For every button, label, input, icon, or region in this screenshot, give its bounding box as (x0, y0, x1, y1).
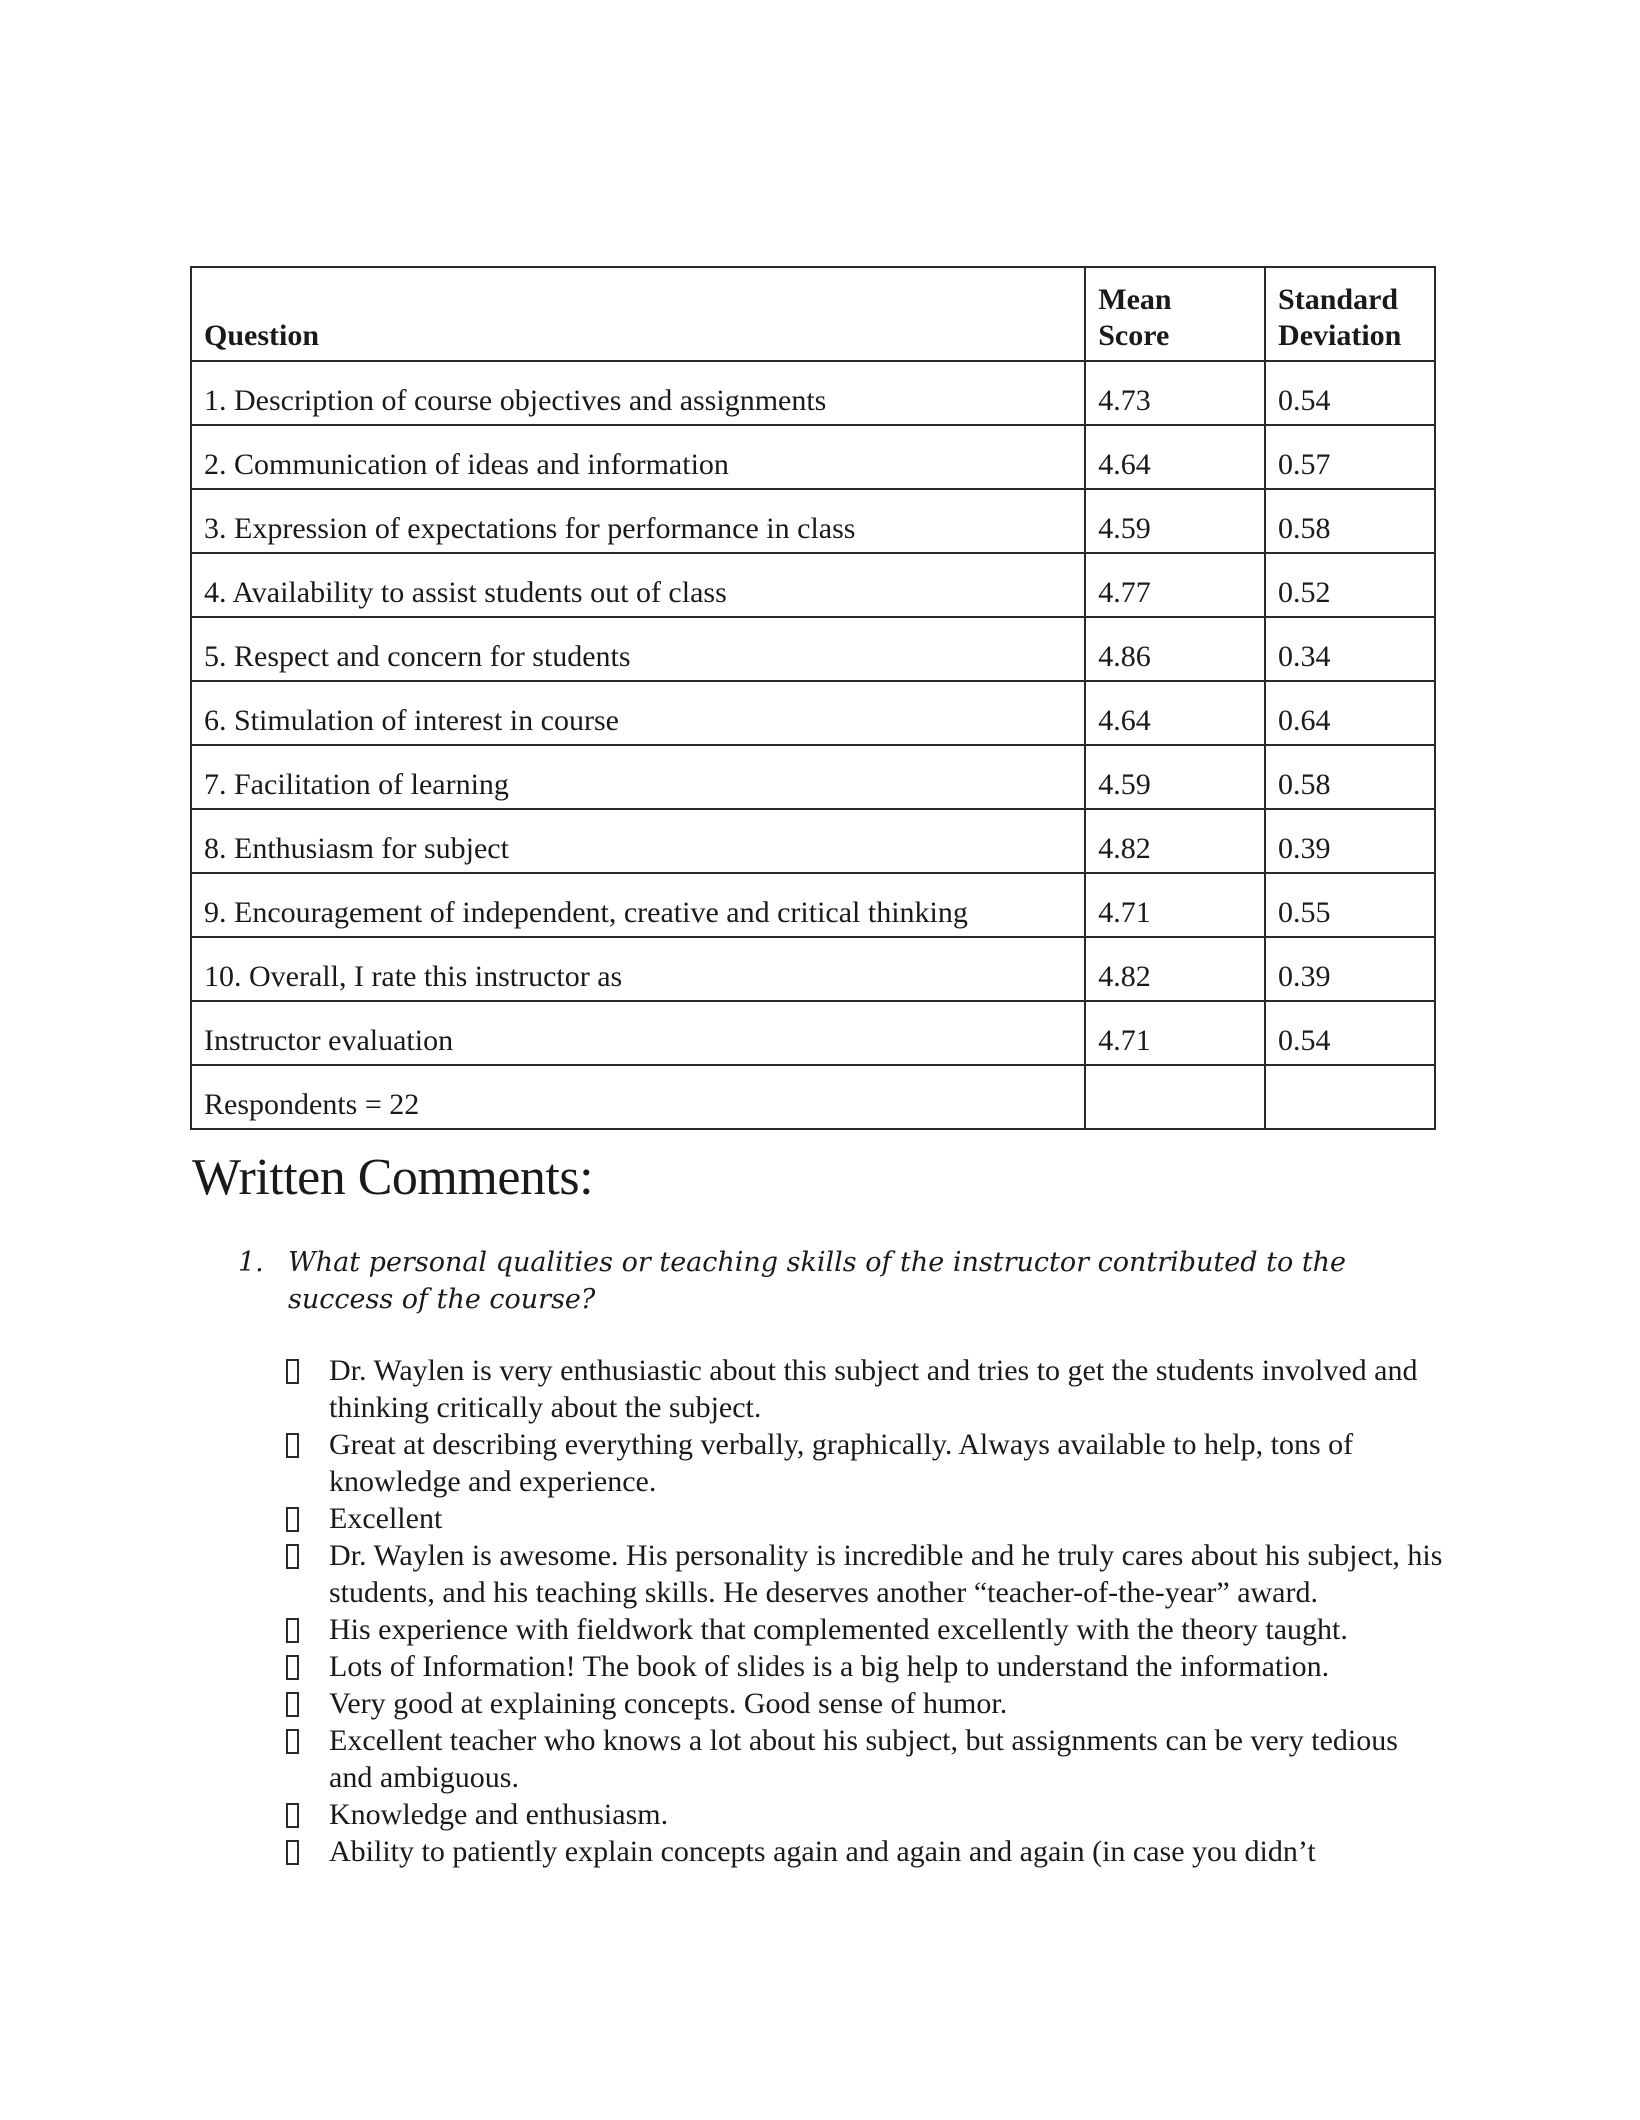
header-mean-score (1085, 267, 1265, 361)
answer-text: Knowledge and enthusiasm. (329, 1798, 669, 1831)
summary-mean-score: 4.71 (1085, 1001, 1265, 1065)
table-row (191, 617, 1435, 681)
mean-score-cell: 4.71 (1085, 873, 1265, 937)
box-bullet-icon (286, 1433, 299, 1458)
answer-text: Very good at explaining concepts. Good sense of humor. (329, 1687, 1008, 1720)
list-item (286, 1833, 1446, 1870)
box-bullet-icon (286, 1692, 299, 1717)
list-item (286, 1611, 1446, 1648)
comment-question (238, 1244, 1418, 1318)
box-bullet-icon (286, 1544, 299, 1569)
box-bullet-icon (286, 1618, 299, 1643)
table-row (191, 873, 1435, 937)
answer-text: Great at describing everything verbally, graphically. Always available to help, tons of knowledge and experience. (329, 1428, 1354, 1498)
header-mean-score-label: Mean Score (1098, 283, 1172, 352)
list-item (286, 1722, 1446, 1796)
question-cell: 3. Expression of expectations for performance in class (191, 489, 1085, 553)
question-cell: 5. Respect and concern for students (191, 617, 1085, 681)
mean-score-cell: 4.73 (1085, 361, 1265, 425)
mean-score-cell: 4.86 (1085, 617, 1265, 681)
summary-row (191, 1001, 1435, 1065)
question-cell: 8. Enthusiasm for subject (191, 809, 1085, 873)
mean-score-cell: 4.64 (1085, 425, 1265, 489)
answer-text: Lots of Information! The book of slides is a big help to understand the information. (329, 1650, 1330, 1683)
question-cell: 1. Description of course objectives and assignments (191, 361, 1085, 425)
standard-deviation-cell: 0.58 (1265, 745, 1435, 809)
box-bullet-icon (286, 1507, 299, 1532)
header-standard-deviation-label: Standard Deviation (1278, 283, 1402, 352)
question-cell: 9. Encouragement of independent, creative and critical thinking (191, 873, 1085, 937)
answers-list (286, 1352, 1446, 1870)
question-cell: 10. Overall, I rate this instructor as (191, 937, 1085, 1001)
standard-deviation-cell: 0.55 (1265, 873, 1435, 937)
mean-score-cell: 4.64 (1085, 681, 1265, 745)
table-row (191, 553, 1435, 617)
table-row (191, 745, 1435, 809)
list-item (286, 1500, 1446, 1537)
table-header-row (191, 267, 1435, 361)
box-bullet-icon (286, 1359, 299, 1384)
answer-text: Excellent (329, 1502, 443, 1535)
question-cell: 2. Communication of ideas and information (191, 425, 1085, 489)
list-item (286, 1796, 1446, 1833)
list-item (286, 1648, 1446, 1685)
standard-deviation-cell: 0.64 (1265, 681, 1435, 745)
empty-cell (1085, 1065, 1265, 1129)
question-cell: 6. Stimulation of interest in course (191, 681, 1085, 745)
mean-score-cell: 4.82 (1085, 937, 1265, 1001)
mean-score-cell: 4.59 (1085, 489, 1265, 553)
question-cell: 7. Facilitation of learning (191, 745, 1085, 809)
box-bullet-icon (286, 1803, 299, 1828)
standard-deviation-cell: 0.54 (1265, 361, 1435, 425)
standard-deviation-cell: 0.39 (1265, 809, 1435, 873)
table-row (191, 937, 1435, 1001)
standard-deviation-cell: 0.52 (1265, 553, 1435, 617)
standard-deviation-cell: 0.34 (1265, 617, 1435, 681)
standard-deviation-cell: 0.57 (1265, 425, 1435, 489)
table-row (191, 489, 1435, 553)
respondents-row (191, 1065, 1435, 1129)
standard-deviation-cell: 0.58 (1265, 489, 1435, 553)
answer-text: Excellent teacher who knows a lot about his subject, but assignments can be very tedious and ambiguous. (329, 1724, 1398, 1794)
table-body (191, 361, 1435, 1129)
table-row (191, 425, 1435, 489)
empty-cell (1265, 1065, 1435, 1129)
question-text: What personal qualities or teaching skills of the instructor contributed to the success of the course? (288, 1247, 1347, 1315)
standard-deviation-cell: 0.39 (1265, 937, 1435, 1001)
list-item (286, 1426, 1446, 1500)
table-row (191, 809, 1435, 873)
header-question: Question (191, 267, 1085, 361)
table-row (191, 681, 1435, 745)
box-bullet-icon (286, 1729, 299, 1754)
respondents-count: Respondents = 22 (191, 1065, 1085, 1129)
summary-label: Instructor evaluation (191, 1001, 1085, 1065)
mean-score-cell: 4.59 (1085, 745, 1265, 809)
summary-standard-deviation: 0.54 (1265, 1001, 1435, 1065)
answer-text: Dr. Waylen is awesome. His personality is incredible and he truly cares about his subject, his students, and his teaching skills. He deserves another “teacher-of-the-year” award. (329, 1539, 1443, 1609)
mean-score-cell: 4.77 (1085, 553, 1265, 617)
answer-text: His experience with fieldwork that complemented excellently with the theory taught. (329, 1613, 1348, 1646)
question-number: 1. (238, 1247, 264, 1278)
list-item (286, 1537, 1446, 1611)
evaluation-table (190, 266, 1436, 1130)
answer-text: Ability to patiently explain concepts again and again and again (in case you didn’t (329, 1835, 1316, 1868)
header-standard-deviation (1265, 267, 1435, 361)
list-item (286, 1352, 1446, 1426)
box-bullet-icon (286, 1840, 299, 1865)
written-comments-title: Written Comments: (192, 1149, 594, 1206)
list-item (286, 1685, 1446, 1722)
table-row (191, 361, 1435, 425)
answer-text: Dr. Waylen is very enthusiastic about this subject and tries to get the students involved and thinking critically about the subject. (329, 1354, 1418, 1424)
box-bullet-icon (286, 1655, 299, 1680)
mean-score-cell: 4.82 (1085, 809, 1265, 873)
question-cell: 4. Availability to assist students out of class (191, 553, 1085, 617)
